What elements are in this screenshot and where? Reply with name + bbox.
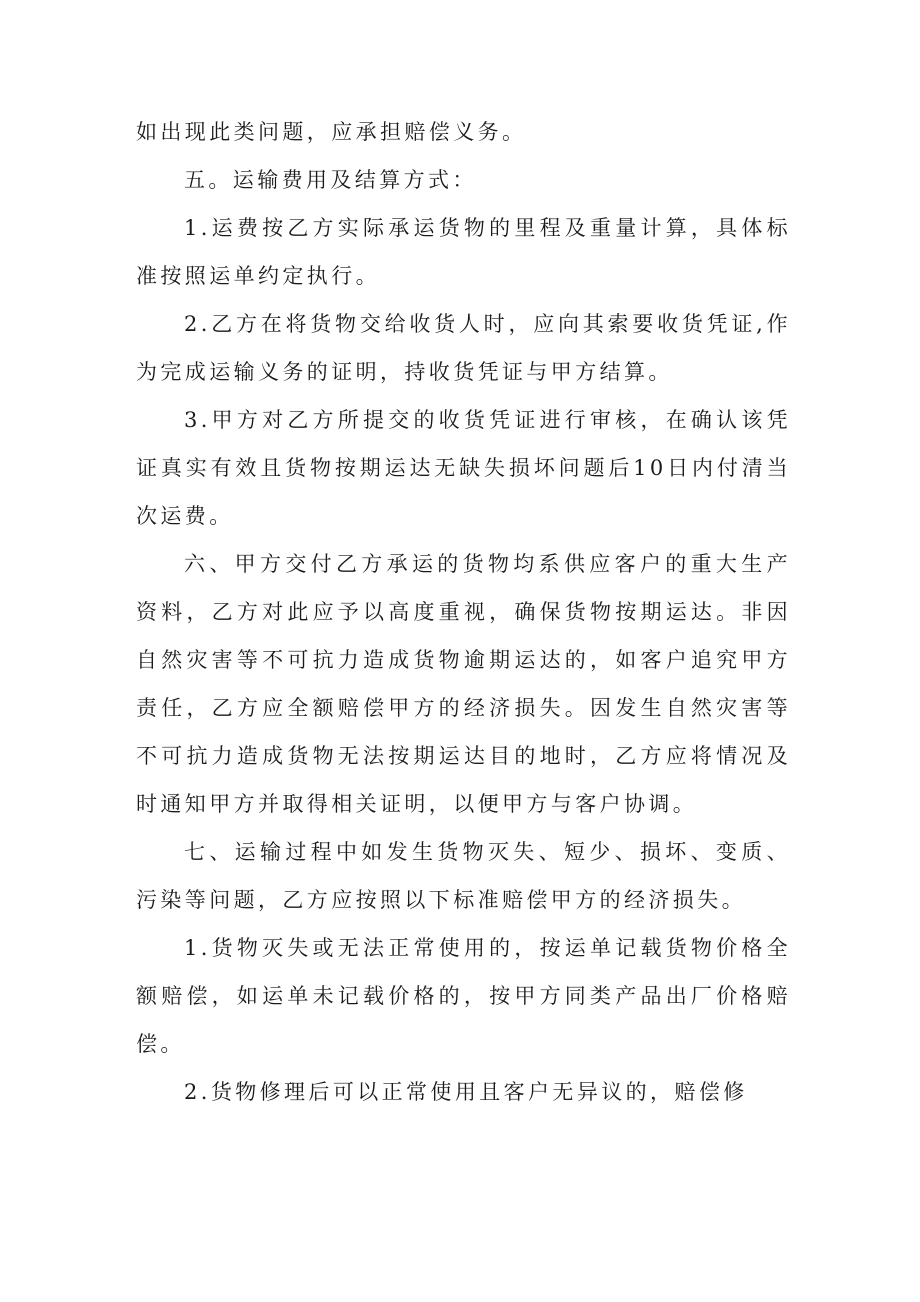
document-body — [136, 108, 791, 1116]
clause-7-2: 2.货物修理后可以正常使用且客户无异议的，赔偿修 — [184, 1080, 748, 1104]
clause-5-3: 3.甲方对乙方所提交的收货凭证进行审核，在确认该凭证真实有效且货物按期运达无缺失损坏问题后10日内付清当次运费。 — [136, 408, 791, 528]
paragraph-continuation: 如出现此类问题，应承担赔偿义务。 — [136, 120, 527, 144]
clause-5-2: 2.乙方在将货物交给收货人时，应向其索要收货凭证,作为完成运输义务的证明，持收货凭证与甲方结算。 — [136, 312, 791, 384]
clause-5-1: 1.运费按乙方实际承运货物的里程及重量计算，具体标准按照运单约定执行。 — [136, 216, 791, 288]
clause-7-1: 1.货物灭失或无法正常使用的，按运单记载货物价格全额赔偿，如运单未记载价格的，按甲方同类产品出厂价格赔偿。 — [136, 936, 791, 1056]
section-7: 七、运输过程中如发生货物灭失、短少、损坏、变质、污染等问题，乙方应按照以下标准赔偿甲方的经济损失。 — [136, 840, 791, 912]
section-6: 六、甲方交付乙方承运的货物均系供应客户的重大生产资料，乙方对此应予以高度重视，确保货物按期运达。非因自然灾害等不可抗力造成货物逾期运达的，如客户追究甲方责任，乙方应全额赔偿甲方的经济损失。因发生自然灾害等不可抗力造成货物无法按期运达目的地时，乙方应将情况及时通知甲方并取得相关证明，以便甲方与客户协调。 — [136, 552, 791, 816]
section-heading-5: 五。运输费用及结算方式： — [184, 168, 477, 192]
